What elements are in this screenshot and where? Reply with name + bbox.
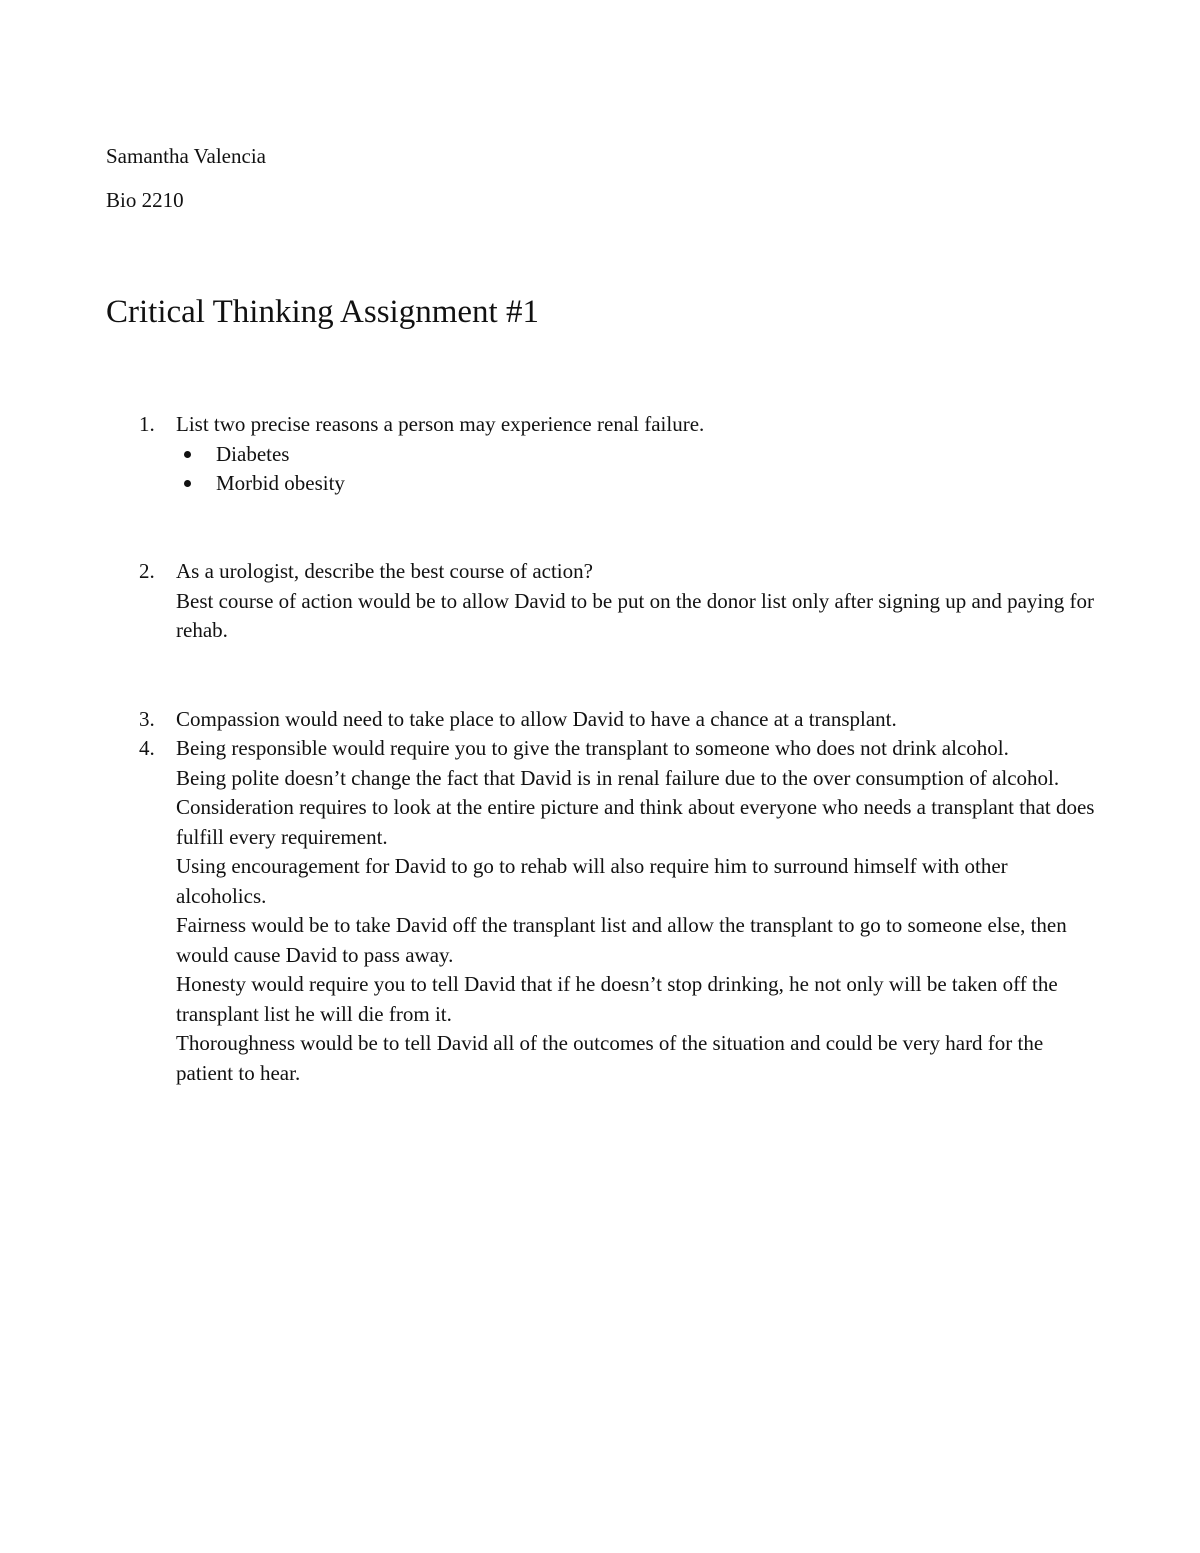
question-number: 4.	[139, 736, 155, 760]
question-number: 2.	[139, 559, 155, 583]
bullet-icon	[184, 480, 191, 487]
course-code: Bio 2210	[106, 188, 184, 212]
question-number: 3.	[139, 707, 155, 731]
answer-text: Compassion would need to take place to allow David to have a chance at a transplant.	[176, 707, 897, 731]
answer-paragraph-thoroughness: Thoroughness would be to tell David all of the outcomes of the situation and could be very hard for the patient to hear.	[176, 1031, 1044, 1085]
answer-paragraph-responsibility: Being responsible would require you to give the transplant to someone who does not drink alcohol.	[176, 736, 1009, 760]
answer-paragraph-politeness: Being polite doesn’t change the fact that David is in renal failure due to the over consumption of alcohol.	[176, 765, 1060, 790]
list-item-text: Morbid obesity	[216, 471, 345, 495]
question-number: 1.	[139, 412, 155, 436]
list-item-text: Diabetes	[216, 441, 290, 466]
answer-bullet-list	[176, 440, 1096, 499]
list-item	[176, 469, 1096, 499]
author-name: Samantha Valencia	[106, 144, 266, 168]
answer-paragraph-consideration: Consideration requires to look at the entire picture and think about everyone who needs a transplant that does fulfill every requirement.	[176, 795, 1095, 849]
assignment-title: Critical Thinking Assignment #1	[106, 294, 539, 330]
answer-paragraph-encouragement: Using encouragement for David to go to rehab will also require him to surround himself with other alcoholics.	[176, 854, 1008, 908]
question-body	[176, 410, 1096, 499]
bullet-icon	[184, 451, 191, 458]
question-body	[176, 705, 1096, 735]
answer-paragraph-honesty: Honesty would require you to tell David that if he doesn’t stop drinking, he not only will be taken off the transplant list he will die from it.	[176, 972, 1058, 1026]
answer-text: Best course of action would be to allow David to be put on the donor list only after signing up and paying for rehab.	[176, 588, 1094, 642]
question-text: List two precise reasons a person may experience renal failure.	[176, 412, 705, 436]
question-body	[176, 734, 1096, 1088]
list-item	[176, 440, 1096, 470]
question-text: As a urologist, describe the best course of action?	[176, 559, 593, 583]
question-body	[176, 557, 1096, 646]
answer-paragraph-fairness: Fairness would be to take David off the transplant list and allow the transplant to go to someone else, then would cause David to pass away.	[176, 913, 1067, 967]
